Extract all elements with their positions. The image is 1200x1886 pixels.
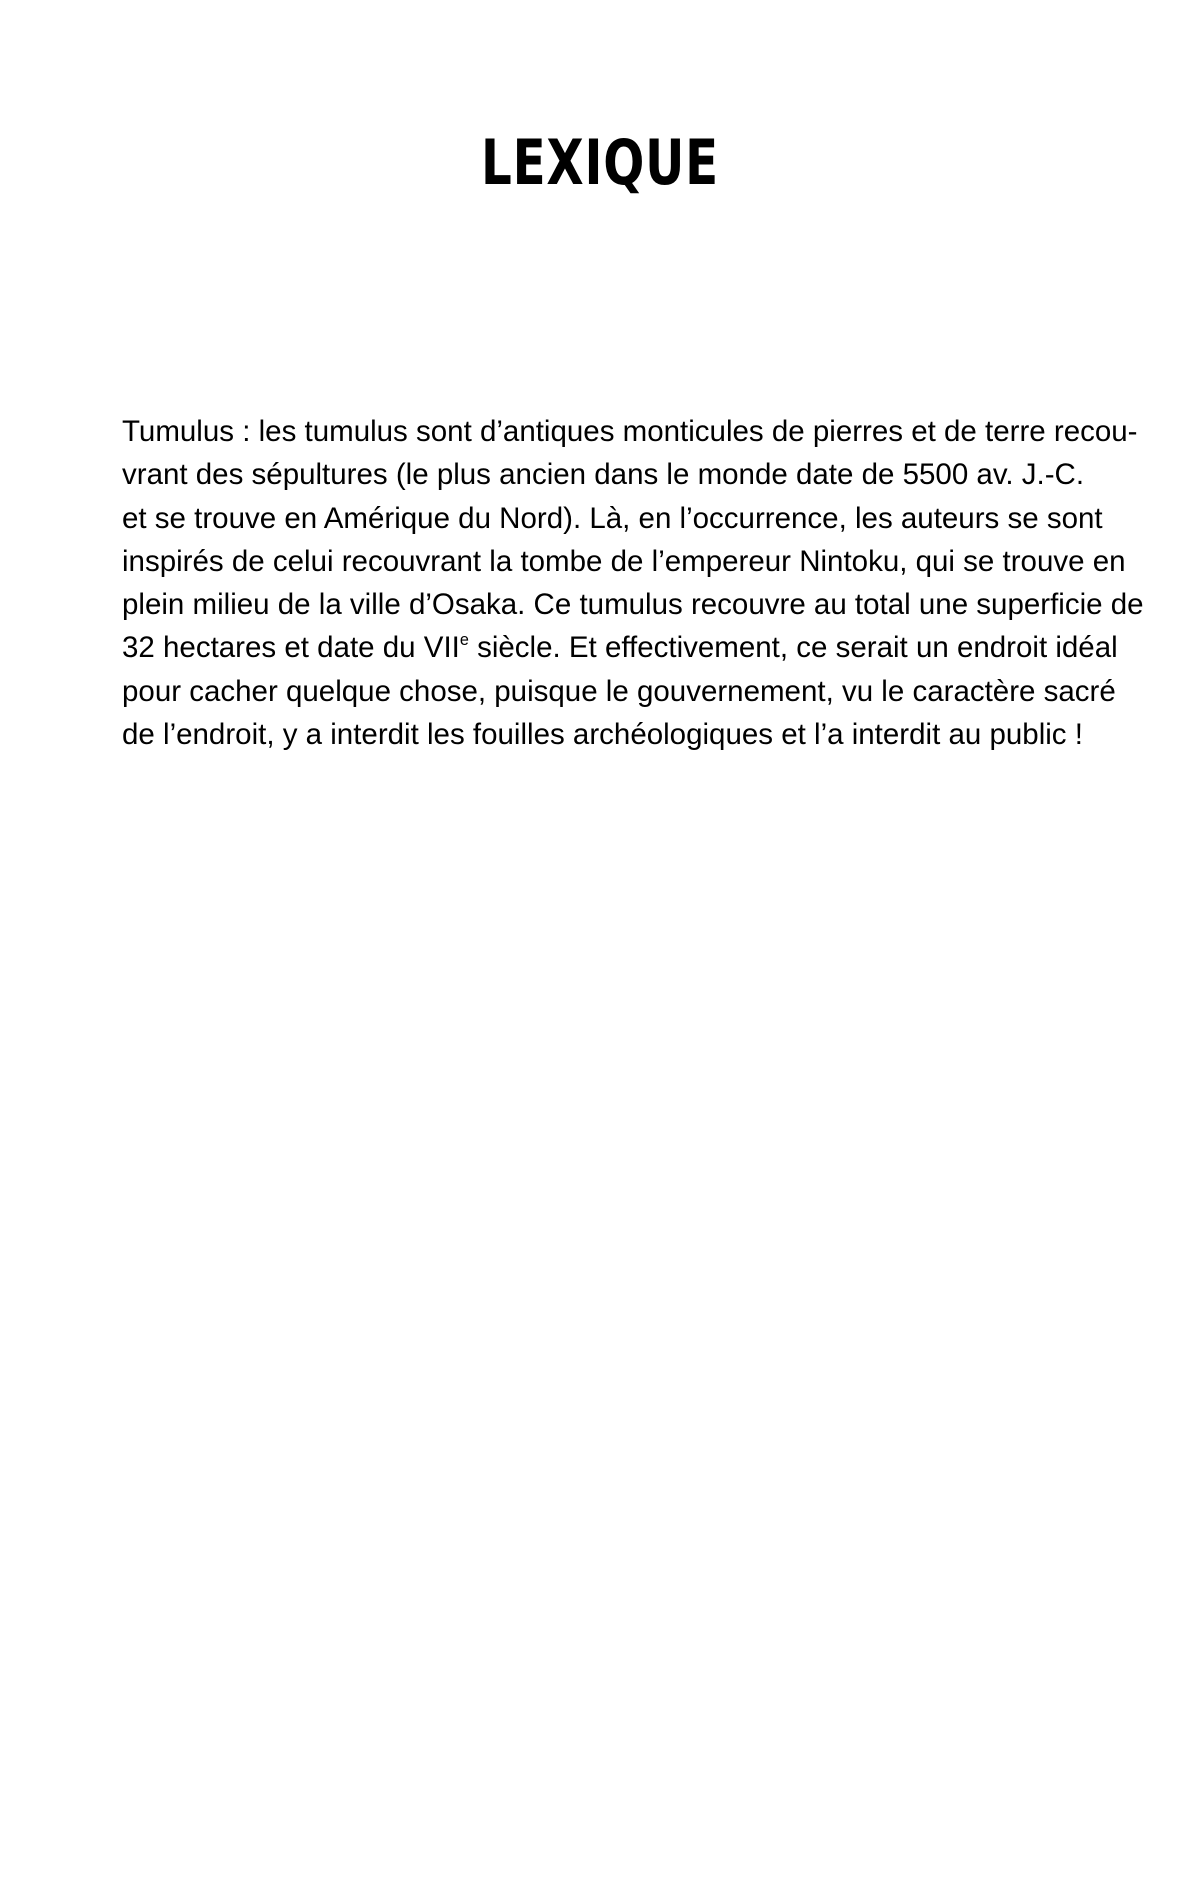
entry-line: et se trouve en Amérique du Nord). Là, en l’occurrence, les auteurs se sont <box>122 501 1103 535</box>
entry-line: inspirés de celui recouvrant la tombe de l’empereur Nintoku, qui se trouve en <box>122 544 1126 578</box>
entry-line: pour cacher quelque chose, puisque le gouvernement, vu le caractère sacré <box>122 674 1116 708</box>
entry-line: de l’endroit, y a interdit les fouilles archéologiques et l’a interdit au public ! <box>122 718 1083 752</box>
page-title: LEXIQUE <box>480 126 719 199</box>
entry-text-segment: siècle. Et effectivement, ce serait un endroit idéal <box>468 631 1118 665</box>
lexique-entry <box>122 410 1144 756</box>
entry-text-segment: 32 hectares et date du VII <box>122 631 460 665</box>
entry-line: plein milieu de la ville d’Osaka. Ce tumulus recouvre au total une superficie de <box>122 588 1144 622</box>
entry-line: Tumulus : les tumulus sont d’antiques monticules de pierres et de terre recou- <box>122 415 1138 448</box>
entry-line-with-century <box>122 626 1118 669</box>
entry-line: vrant des sépultures (le plus ancien dans le monde date de 5500 av. J.-C. <box>122 458 1085 492</box>
century-superscript: e <box>459 631 469 650</box>
